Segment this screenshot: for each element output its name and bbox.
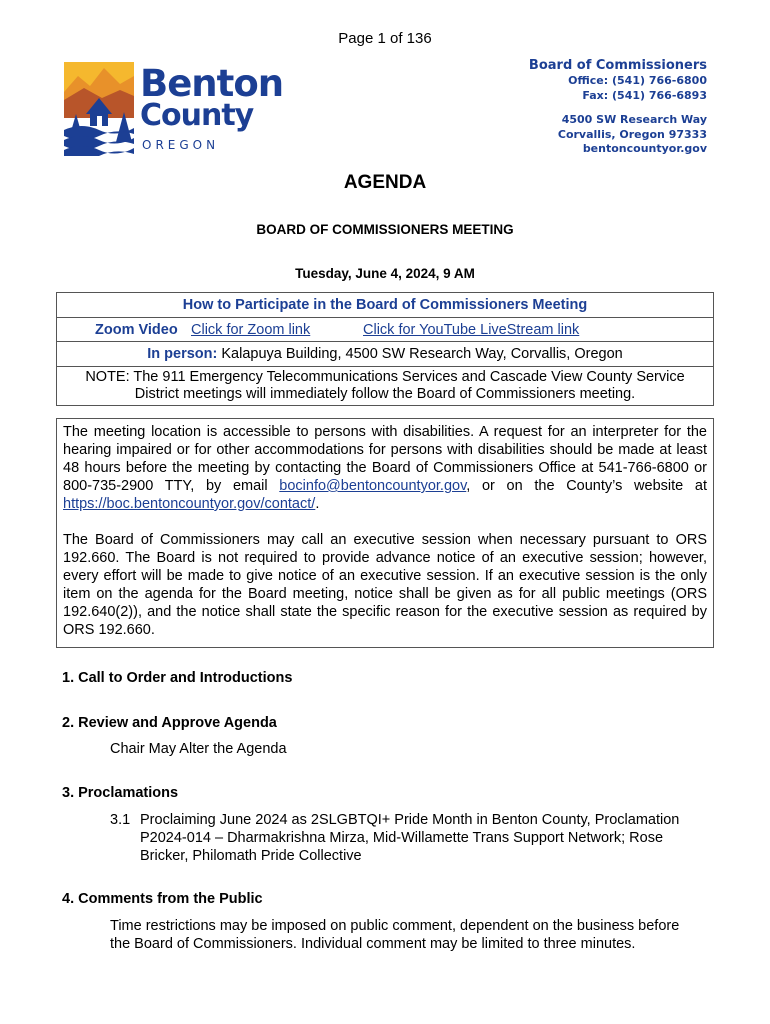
benton-county-logo (64, 62, 284, 156)
public-comments-line1: Time restrictions may be imposed on public comment, dependent on the business before (110, 918, 680, 934)
accessibility-paragraph (63, 423, 707, 513)
public-comments-line2: the Board of Commissioners. Individual comment may be limited to three minutes. (110, 936, 636, 952)
meeting-date: Tuesday, June 4, 2024, 9 AM (295, 266, 475, 281)
email-link[interactable]: bocinfo@bentoncountyor.gov (279, 478, 467, 494)
contact-address-line2: Corvallis, Oregon 97333 (557, 127, 707, 141)
contact-page-link[interactable]: https://boc.bentoncountyor.gov/contact/ (63, 496, 316, 512)
proclamation-item-number: 3.1 (110, 812, 131, 828)
zoom-video-label: Zoom Video (95, 322, 178, 338)
accessibility-notice (56, 418, 714, 648)
contact-title: Board of Commissioners (528, 58, 707, 73)
participation-in-person-row (57, 342, 713, 367)
proclamation-item-line3: Bricker, Philomath Pride Collective (140, 848, 362, 864)
page-number: Page 1 of 136 (338, 30, 432, 47)
in-person-label: In person: (147, 346, 218, 362)
proclamation-item-line2: P2024-014 – Dharmakrishna Mirza, Mid-Willamette Trans Support Network; Rose (140, 830, 664, 846)
logo-text-benton: Benton (140, 62, 284, 105)
participation-note (57, 367, 713, 405)
contact-website: bentoncountyor.gov (582, 142, 707, 155)
note-line2: District meetings will immediately follow the Board of Commissioners meeting. (134, 386, 636, 402)
accessibility-text: The meeting location is accessible to persons with disabilities. A request for an interpreter for the hearing impaired or for other accommodations for persons with disabilities should be made at least 48 hours before the meeting by contacting the Board of Commissioners Office at 541-766-6800 or 800-735-2900 TTY, by email (63, 424, 707, 494)
contact-address-line1: 4500 SW Research Way (561, 113, 707, 126)
accessibility-text-end: . (315, 496, 320, 512)
section-review-agenda: 2. Review and Approve Agenda (62, 715, 277, 731)
contact-office-phone: Office: (541) 766-6800 (568, 74, 707, 87)
zoom-link[interactable]: Click for Zoom link (191, 322, 311, 338)
participation-table (56, 292, 714, 406)
logo-text-county: County (140, 98, 254, 133)
proclamation-item-line1: Proclaiming June 2024 as 2SLGBTQI+ Pride Month in Benton County, Proclamation (140, 812, 680, 828)
section-proclamations: 3. Proclamations (62, 785, 179, 801)
section-public-comments: 4. Comments from the Public (62, 891, 263, 907)
contact-fax: Fax: (541) 766-6893 (582, 88, 707, 102)
in-person-address: Kalapuya Building, 4500 SW Research Way, Corvallis, Oregon (217, 346, 623, 362)
county-emblem-icon (64, 62, 134, 156)
participation-video-row (57, 318, 713, 342)
contact-block (529, 58, 707, 157)
accessibility-text-mid: , or on the County’s website at (466, 478, 707, 494)
note-line1: NOTE: The 911 Emergency Telecommunications Services and Cascade View County Service (85, 369, 685, 385)
participation-title: How to Participate in the Board of Commissioners Meeting (57, 293, 713, 318)
review-agenda-body: Chair May Alter the Agenda (110, 741, 287, 757)
executive-session-paragraph: The Board of Commissioners may call an executive session when necessary pursuant to ORS 192.660. The Board is not required to provide advance notice of an executive session; however, every effort will be made to give notice of an executive session. If an executive session is the only item on the agenda for the Board meeting, notice shall be given as for all public meetings (ORS 192.640(2)), and the notice shall state the specific reason for the executive session as required by ORS 192.660. (63, 532, 707, 638)
youtube-livestream-link[interactable]: Click for YouTube LiveStream link (363, 322, 580, 338)
logo-text-oregon: OREGON (142, 138, 220, 152)
meeting-title: BOARD OF COMMISSIONERS MEETING (256, 222, 514, 237)
agenda-title: AGENDA (343, 172, 427, 193)
section-call-to-order: 1. Call to Order and Introductions (62, 670, 293, 686)
